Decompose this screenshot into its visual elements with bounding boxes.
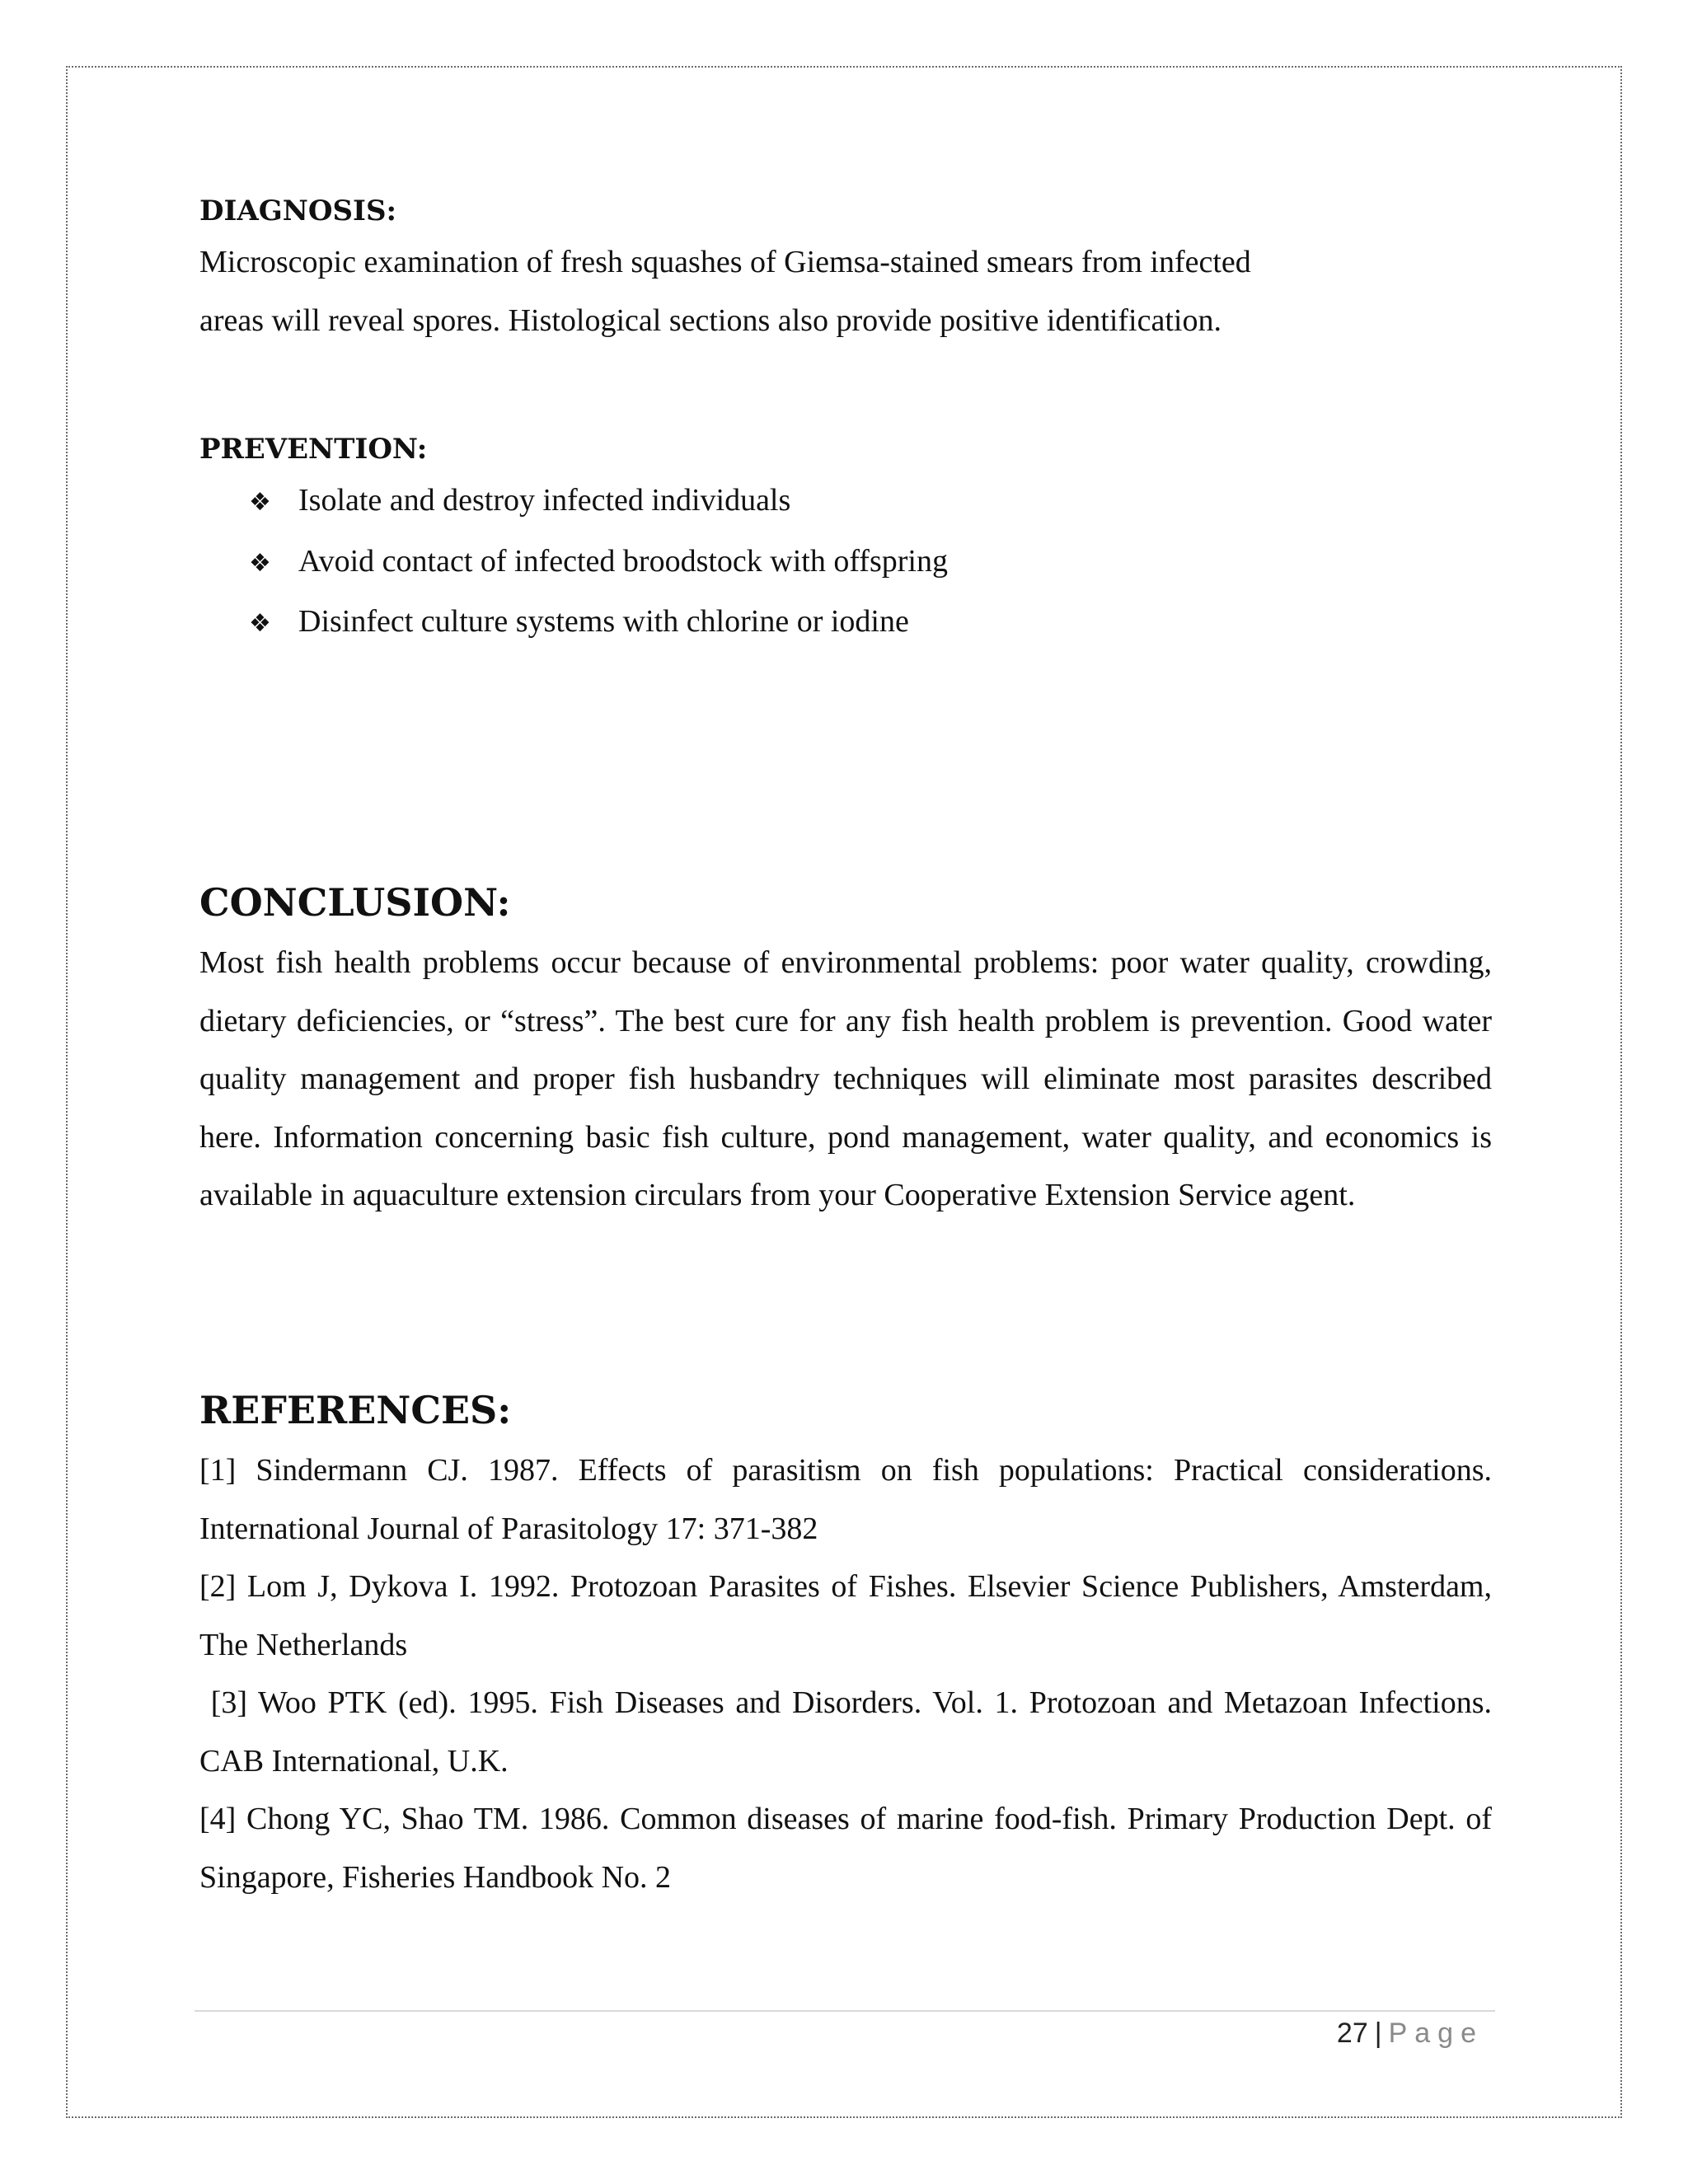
footer-separator: | — [1374, 2018, 1382, 2049]
reference-item: [1] Sindermann CJ. 1987. Effects of parasitism on fish populations: Practical considerations. International Journal of Parasitology 17: 371-382 — [199, 1453, 1500, 1546]
page-footer — [1337, 2015, 1484, 2051]
page-number: 27 — [1336, 2018, 1368, 2049]
reference-item: [3] Woo PTK (ed). 1995. Fish Diseases and Disorders. Vol. 1. Protozoan and Metazoan Infections. CAB International, U.K. — [199, 1685, 1500, 1779]
diamond-bullet-icon: ❖ — [249, 488, 271, 517]
prevention-section — [199, 432, 1492, 654]
conclusion-heading: CONCLUSION: — [199, 880, 511, 925]
references-heading: REFERENCES: — [199, 1388, 512, 1432]
list-item — [249, 532, 1492, 593]
list-item-text: Disinfect culture systems with chlorine or iodine — [298, 604, 909, 639]
diagnosis-text: Microscopic examination of fresh squashes of Giemsa-stained smears from infected areas will reveal spores. Histological sections also provide positive identification. — [199, 245, 1251, 338]
reference-item: [2] Lom J, Dykova I. 1992. Protozoan Parasites of Fishes. Elsevier Science Publishers, Amsterdam, The Netherlands — [199, 1569, 1499, 1662]
prevention-list — [199, 471, 1492, 654]
conclusion-text: Most fish health problems occur because of environmental problems: poor water quality, crowding, dietary deficiencies, or “stress”. The best cure for any fish health problem is prevention. Good water quality management and proper fish husbandry techniques will eliminate most parasites described here. Information concerning basic fish culture, pond management, water quality, and economics is available in aquaculture extension circulars from your Cooperative Extension Service agent. — [199, 945, 1492, 1212]
list-item — [249, 471, 1492, 532]
page-word: Page — [1388, 2018, 1484, 2049]
list-item-text: Isolate and destroy infected individuals — [298, 483, 791, 518]
reference-item: [4] Chong YC, Shao TM. 1986. Common diseases of marine food-fish. Primary Production Dept. of Singapore, Fisheries Handbook No. 2 — [199, 1802, 1500, 1895]
footer-divider — [195, 2010, 1495, 2012]
list-item — [249, 593, 1492, 654]
diagnosis-section — [199, 194, 1492, 349]
references-section — [199, 1387, 1500, 1906]
prevention-heading: PREVENTION: — [199, 433, 428, 466]
diagnosis-heading: DIAGNOSIS: — [199, 194, 397, 227]
references-list — [199, 1441, 1500, 1906]
diamond-bullet-icon: ❖ — [249, 548, 271, 578]
page-content — [199, 194, 1500, 1895]
diamond-bullet-icon: ❖ — [249, 609, 271, 638]
conclusion-section — [199, 879, 1492, 1225]
list-item-text: Avoid contact of infected broodstock with offspring — [298, 543, 948, 579]
